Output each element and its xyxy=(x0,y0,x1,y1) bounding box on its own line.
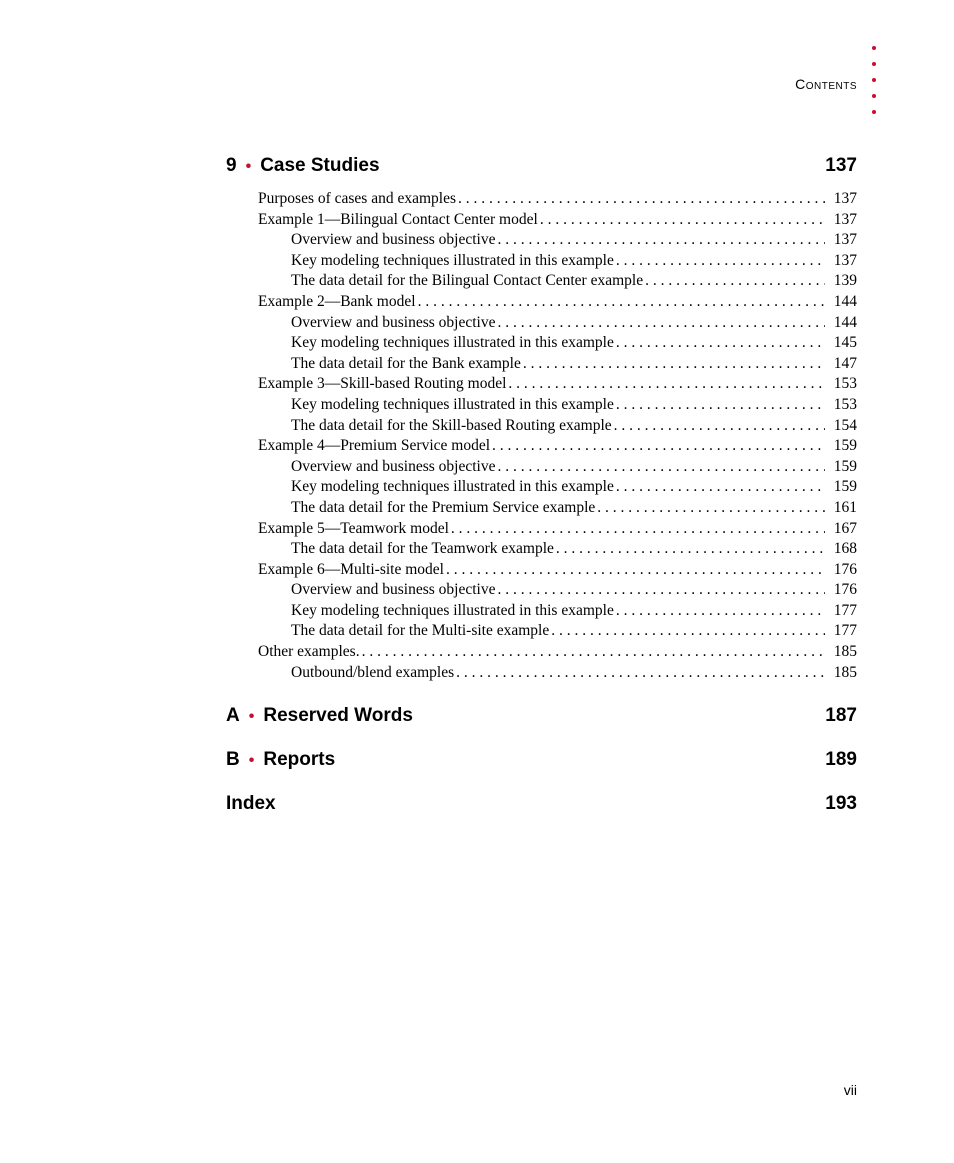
toc-entry-page: 153 xyxy=(833,395,857,413)
dot-leader xyxy=(616,601,825,622)
toc-entry[interactable] xyxy=(226,601,857,622)
toc-entry-title: Overview and business objective xyxy=(291,581,496,599)
toc-entry-page: 159 xyxy=(833,457,857,475)
toc-entry[interactable] xyxy=(226,580,857,601)
chapter-page: 137 xyxy=(825,155,857,176)
toc-entry-page: 161 xyxy=(833,498,857,516)
toc-entry-page: 177 xyxy=(833,601,857,619)
toc-entry[interactable] xyxy=(226,210,857,231)
toc-entry-page: 145 xyxy=(833,334,857,352)
bullet-icon: • xyxy=(248,708,255,725)
dot-icon xyxy=(872,62,876,66)
toc-entry[interactable] xyxy=(226,663,857,684)
chapter-title: Reserved Words xyxy=(263,705,413,726)
toc-entry-title: The data detail for the Bank example xyxy=(291,354,521,372)
toc-entry-page: 137 xyxy=(833,231,857,249)
toc-entry[interactable] xyxy=(226,230,857,251)
running-header: Contents xyxy=(795,76,857,92)
toc-entry-title: Example 5—Teamwork model xyxy=(258,519,449,537)
chapter-page: 189 xyxy=(825,749,857,770)
dot-leader xyxy=(551,621,825,642)
toc-entry[interactable] xyxy=(226,457,857,478)
toc-entry-page: 185 xyxy=(833,663,857,681)
toc-entry-title: Key modeling techniques illustrated in this example xyxy=(291,334,614,352)
toc-entry-page: 139 xyxy=(833,272,857,290)
chapter-heading[interactable] xyxy=(226,155,857,177)
toc-entry-page: 159 xyxy=(833,437,857,455)
dot-leader xyxy=(497,580,825,601)
toc-entry-title: The data detail for the Bilingual Contact Center example xyxy=(291,272,644,290)
bullet-icon: • xyxy=(248,752,255,769)
toc-entry[interactable] xyxy=(226,539,857,560)
dot-leader xyxy=(616,395,825,416)
chapter-number: 9 xyxy=(226,155,237,176)
toc-entry-title: Example 2—Bank model xyxy=(258,292,416,310)
dot-leader xyxy=(418,292,825,313)
toc-entry-title: Key modeling techniques illustrated in this example xyxy=(291,395,614,413)
toc-entry[interactable] xyxy=(226,189,857,210)
chapter-heading[interactable] xyxy=(226,705,857,727)
toc-entry[interactable] xyxy=(226,292,857,313)
toc-entry[interactable] xyxy=(226,621,857,642)
toc-entry-title: Example 6—Multi-site model xyxy=(258,560,444,578)
toc-entry-title: The data detail for the Teamwork example xyxy=(291,540,554,558)
toc-entry-page: 168 xyxy=(833,540,857,558)
toc-entry-page: 185 xyxy=(833,643,857,661)
chapter-heading[interactable] xyxy=(226,793,857,815)
toc-entry-page: 176 xyxy=(833,560,857,578)
toc-entry-page: 137 xyxy=(833,190,857,207)
dot-leader xyxy=(497,313,825,334)
toc-entry-title: Example 1—Bilingual Contact Center model xyxy=(258,210,538,228)
toc-entry[interactable] xyxy=(226,642,857,663)
toc-entry[interactable] xyxy=(226,498,857,519)
dot-leader xyxy=(540,210,825,231)
toc-entry[interactable] xyxy=(226,333,857,354)
dot-leader xyxy=(492,436,825,457)
dot-leader xyxy=(616,477,825,498)
toc-entries xyxy=(226,189,857,683)
toc-entry-page: 147 xyxy=(833,354,857,372)
toc-entry[interactable] xyxy=(226,519,857,540)
bullet-icon: • xyxy=(245,158,252,175)
decorative-dots xyxy=(872,46,882,126)
dot-leader xyxy=(616,251,825,272)
chapter-number: B xyxy=(226,749,240,770)
dot-leader xyxy=(497,457,825,478)
toc-entry-page: 153 xyxy=(833,375,857,393)
toc-entry-title: The data detail for the Premium Service example xyxy=(291,498,596,516)
toc-entry[interactable] xyxy=(226,477,857,498)
toc-entry-page: 177 xyxy=(833,622,857,640)
toc-entry[interactable] xyxy=(226,416,857,437)
toc-entry-page: 176 xyxy=(833,581,857,599)
toc-entry-title: Overview and business objective xyxy=(291,313,496,331)
toc-entry[interactable] xyxy=(226,354,857,375)
toc-entry-title: Purposes of cases and examples xyxy=(258,190,457,207)
chapter-title-group xyxy=(226,705,413,727)
toc-entry-page: 159 xyxy=(833,478,857,496)
toc-entry[interactable] xyxy=(226,395,857,416)
chapter-page: 187 xyxy=(825,705,857,726)
dot-leader xyxy=(523,354,825,375)
dot-leader xyxy=(497,230,825,251)
toc-entry[interactable] xyxy=(226,313,857,334)
dot-leader xyxy=(616,333,825,354)
dot-leader xyxy=(456,663,825,684)
chapter-number: A xyxy=(226,705,240,726)
toc-entry-title: Example 3—Skill-based Routing model xyxy=(258,375,507,393)
toc-entry[interactable] xyxy=(226,251,857,272)
toc-entry-title: Example 4—Premium Service model xyxy=(258,437,491,455)
dot-leader xyxy=(614,416,825,437)
toc-entry-page: 154 xyxy=(833,416,857,434)
toc-entry-page: 137 xyxy=(833,210,857,228)
toc-entry-title: Key modeling techniques illustrated in this example xyxy=(291,478,614,496)
dot-leader xyxy=(446,560,825,581)
toc-entry-page: 167 xyxy=(833,519,857,537)
dot-leader xyxy=(362,642,825,663)
page-number: vii xyxy=(843,1082,857,1098)
toc-entry-title: Overview and business objective xyxy=(291,457,496,475)
chapter-page: 193 xyxy=(825,793,857,814)
toc-entry[interactable] xyxy=(226,271,857,292)
toc-entry-title: Other examples. xyxy=(258,643,360,661)
chapter-heading[interactable] xyxy=(226,749,857,771)
dot-leader xyxy=(556,539,825,560)
toc-entry-title: Key modeling techniques illustrated in this example xyxy=(291,601,614,619)
dot-icon xyxy=(872,78,876,82)
dot-leader xyxy=(645,271,825,292)
chapter-title-group xyxy=(226,155,380,177)
toc-entry-title: Key modeling techniques illustrated in this example xyxy=(291,251,614,269)
dot-leader xyxy=(597,498,825,519)
toc-entry-page: 137 xyxy=(833,251,857,269)
dot-icon xyxy=(872,94,876,98)
toc-entry-title: The data detail for the Skill-based Routing example xyxy=(291,416,612,434)
chapter-title: Case Studies xyxy=(260,155,380,176)
toc-entry-title: Outbound/blend examples xyxy=(291,663,455,681)
dot-leader xyxy=(508,374,825,395)
dot-leader xyxy=(458,189,825,210)
toc-entry-page: 144 xyxy=(833,292,857,310)
chapter-title: Reports xyxy=(263,749,336,770)
toc-entry-title: Overview and business objective xyxy=(291,231,496,249)
toc-entry[interactable] xyxy=(226,560,857,581)
dot-leader xyxy=(451,519,825,540)
toc-entry[interactable] xyxy=(226,374,857,395)
chapter-title: Index xyxy=(226,793,276,814)
dot-icon xyxy=(872,110,876,114)
toc-entry-title: The data detail for the Multi-site example xyxy=(291,622,550,640)
toc-entry-page: 144 xyxy=(833,313,857,331)
chapter-title-group xyxy=(226,749,335,771)
toc-entry[interactable] xyxy=(226,436,857,457)
dot-icon xyxy=(872,46,876,50)
